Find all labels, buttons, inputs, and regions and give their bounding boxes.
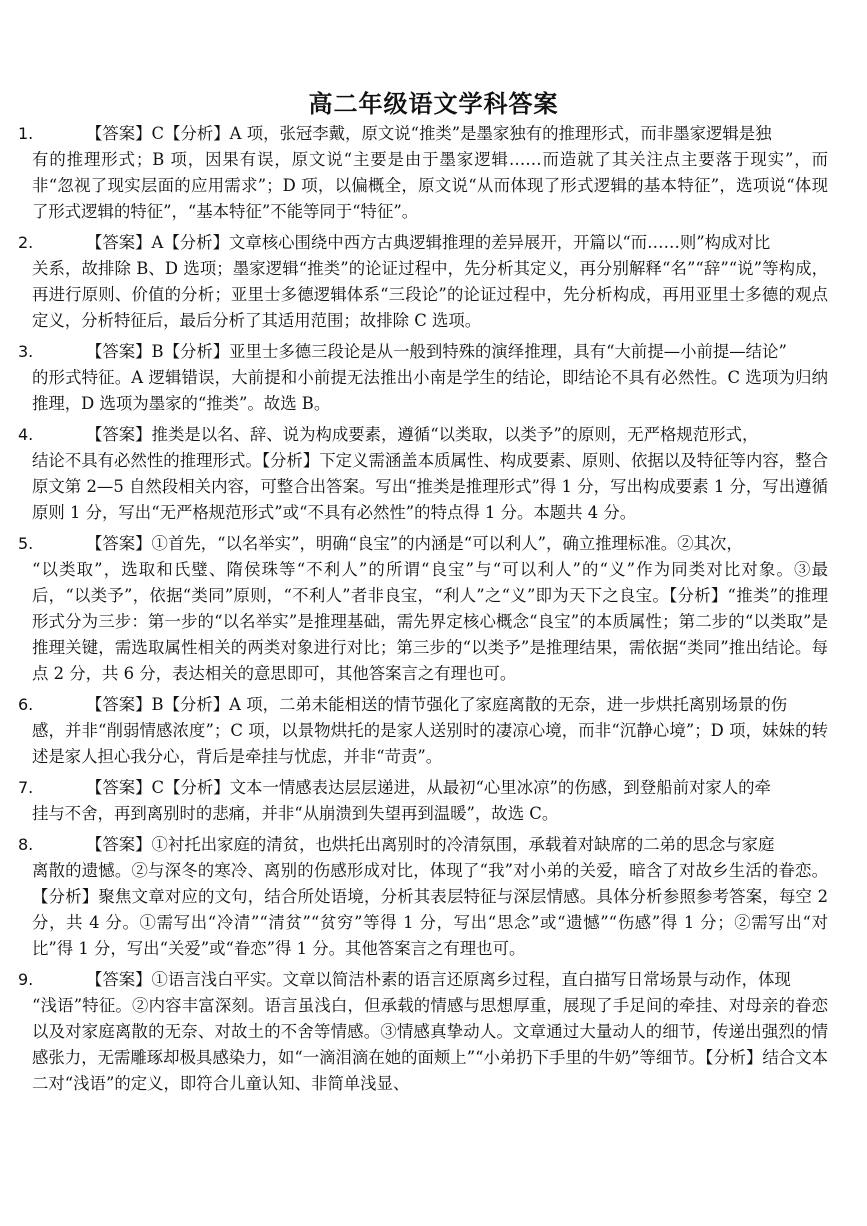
answer-first-line: 【答案】推类是以名、辞、说为构成要素，遵循“以类取，以类予”的原则，无严格规范形式， <box>86 425 759 444</box>
answer-first-line: 【答案】①首先，“以名举实”，明确“良宝”的内涵是“可以利人”，确立推理标准。②其次， <box>86 534 743 553</box>
answer-text <box>32 339 828 417</box>
answer-text <box>32 422 828 526</box>
answer-item-6 <box>0 692 867 770</box>
answer-continuation: 感，并非“削弱情感浓度”；C 项，以景物烘托的是家人送别时的凄凉心境，而非“沉静心境”；D 项，妹妹的转述是家人担心我分心，背后是牵挂与忧虑，并非“苛责”。 <box>32 721 828 766</box>
answer-text <box>32 967 828 1097</box>
answer-item-4 <box>0 422 867 526</box>
item-number: 2. <box>18 233 34 252</box>
answer-continuation: 有的推理形式；B 项，因果有误，原文说“主要是由于墨家逻辑……而造就了其关注点主要落于现实”，而非“忽视了现实层面的应用需求”；D 项，以偏概全，原文说“从而体现了形式逻辑的基本特征”，选项说“体现了形式逻辑的特征”，“基本特征”不能等同于“特征”。 <box>32 150 828 221</box>
answer-continuation: 结论不具有必然性的推理形式。【分析】下定义需涵盖本质属性、构成要素、原则、依据以及特征等内容，整合原文第 2—5 自然段相关内容，可整合出答案。写出“推类是推理形式”得 1 分，写出构成要素 1 分，写出遵循原则 1 分，写出“无严格规范形式”或“不具有必然性”的特点得 1 分。本题共 4 分。 <box>32 451 828 522</box>
answer-first-line: 【答案】B【分析】A 项，二弟未能相送的情节强化了家庭离散的无奈，进一步烘托离别场景的伤 <box>86 695 788 714</box>
answer-first-line: 【答案】B【分析】亚里士多德三段论是从一般到特殊的演绎推理，具有“大前提—小前提—结论” <box>86 342 787 361</box>
answer-text <box>32 832 828 962</box>
page-title: 高二年级语文学科答案 <box>308 90 559 118</box>
answer-text <box>32 775 828 827</box>
item-number: 4. <box>18 425 34 444</box>
answer-list <box>0 121 867 1102</box>
answer-item-1 <box>0 121 867 225</box>
answer-text <box>32 121 828 225</box>
item-number: 8. <box>18 835 34 854</box>
answer-text <box>32 230 828 334</box>
answer-continuation: 离散的遗憾。②与深冬的寒冷、离别的伤感形成对比，体现了“我”对小弟的关爱，暗含了对故乡生活的眷恋。【分析】聚焦文章对应的文句，结合所处语境，分析其表层特征与深层情感。具体分析参照参考答案，每空 2 分，共 4 分。①需写出“冷清”“清贫”“贫穷”等得 1 分，写出“思念”或“遗憾”“伤感”得 1 分；②需写出“对比”得 1 分，写出“关爱”或“眷恋”得 1 分。其他答案言之有理也可。 <box>32 861 828 958</box>
answer-item-8 <box>0 832 867 962</box>
answer-first-line: 【答案】C【分析】A 项，张冠李戴，原文说“推类”是墨家独有的推理形式，而非墨家逻辑是独 <box>86 124 772 143</box>
answer-text <box>32 531 828 687</box>
answer-item-7 <box>0 775 867 827</box>
answer-item-3 <box>0 339 867 417</box>
answer-text <box>32 692 828 770</box>
item-number: 1. <box>18 124 34 143</box>
item-number: 5. <box>18 534 34 553</box>
answer-continuation: 的形式特征。A 逻辑错误，大前提和小前提无法推出小南是学生的结论，即结论不具有必然性。C 选项为归纳推理，D 选项为墨家的“推类”。故选 B。 <box>32 368 828 413</box>
answer-continuation: 挂与不舍，再到离别时的悲痛，并非“从崩溃到失望再到温暖”，故选 C。 <box>32 804 559 823</box>
answer-first-line: 【答案】C【分析】文本一情感表达层层递进，从最初“心里冰凉”的伤感，到登船前对家人的牵 <box>86 778 771 797</box>
answer-first-line: 【答案】①语言浅白平实。文章以简洁朴素的语言还原离乡过程，直白描写日常场景与动作，体现 <box>86 970 791 989</box>
item-number: 3. <box>18 342 34 361</box>
item-number: 6. <box>18 695 34 714</box>
answer-item-9 <box>0 967 867 1097</box>
item-number: 7. <box>18 778 34 797</box>
answer-continuation: “以类取”，选取和氏璧、隋侯珠等“不利人”的所谓“良宝”与“可以利人”的“义”作为同类对比对象。③最后，“以类予”，依据“类同”原则，“不利人”者非良宝，“利人”之“义”即为天下之良宝。【分析】“推类”的推理形式分为三步：第一步的“以名举实”是推理基础，需先界定核心概念“良宝”的本质属性；第二步的“以类取”是推理关键，需选取属性相关的两类对象进行对比；第三步的“以类予”是推理结果，需依据“类同”推出结论。每点 2 分，共 6 分，表达相关的意思即可，其他答案言之有理也可。 <box>32 560 828 683</box>
answer-item-2 <box>0 230 867 334</box>
answer-first-line: 【答案】A【分析】文章核心围绕中西方古典逻辑推理的差异展开，开篇以“而……则”构成对比 <box>86 233 771 252</box>
answer-continuation: 关系，故排除 B、D 选项；墨家逻辑“推类”的论证过程中，先分析其定义，再分别解释“名”“辞”“说”等构成，再进行原则、价值的分析；亚里士多德逻辑体系“三段论”的论证过程中，先分析构成，再用亚里士多德的观点定义，分析特征后，最后分析了其适用范围；故排除 C 选项。 <box>32 259 828 330</box>
answer-first-line: 【答案】①衬托出家庭的清贫，也烘托出离别时的冷清氛围，承载着对缺席的二弟的思念与家庭 <box>86 835 775 854</box>
answer-continuation: “浅语”特征。②内容丰富深刻。语言虽浅白，但承载的情感与思想厚重，展现了手足间的牵挂、对母亲的眷恋以及对家庭离散的无奈、对故土的不舍等情感。③情感真挚动人。文章通过大量动人的细节，传递出强烈的情感张力，无需雕琢却极具感染力，如“一滴泪滴在她的面颊上”“小弟扔下手里的牛奶”等细节。【分析】结合文本二对“浅语”的定义，即符合儿童认知、非简单浅显、 <box>32 996 828 1093</box>
answer-item-5 <box>0 531 867 687</box>
item-number: 9. <box>18 970 34 989</box>
